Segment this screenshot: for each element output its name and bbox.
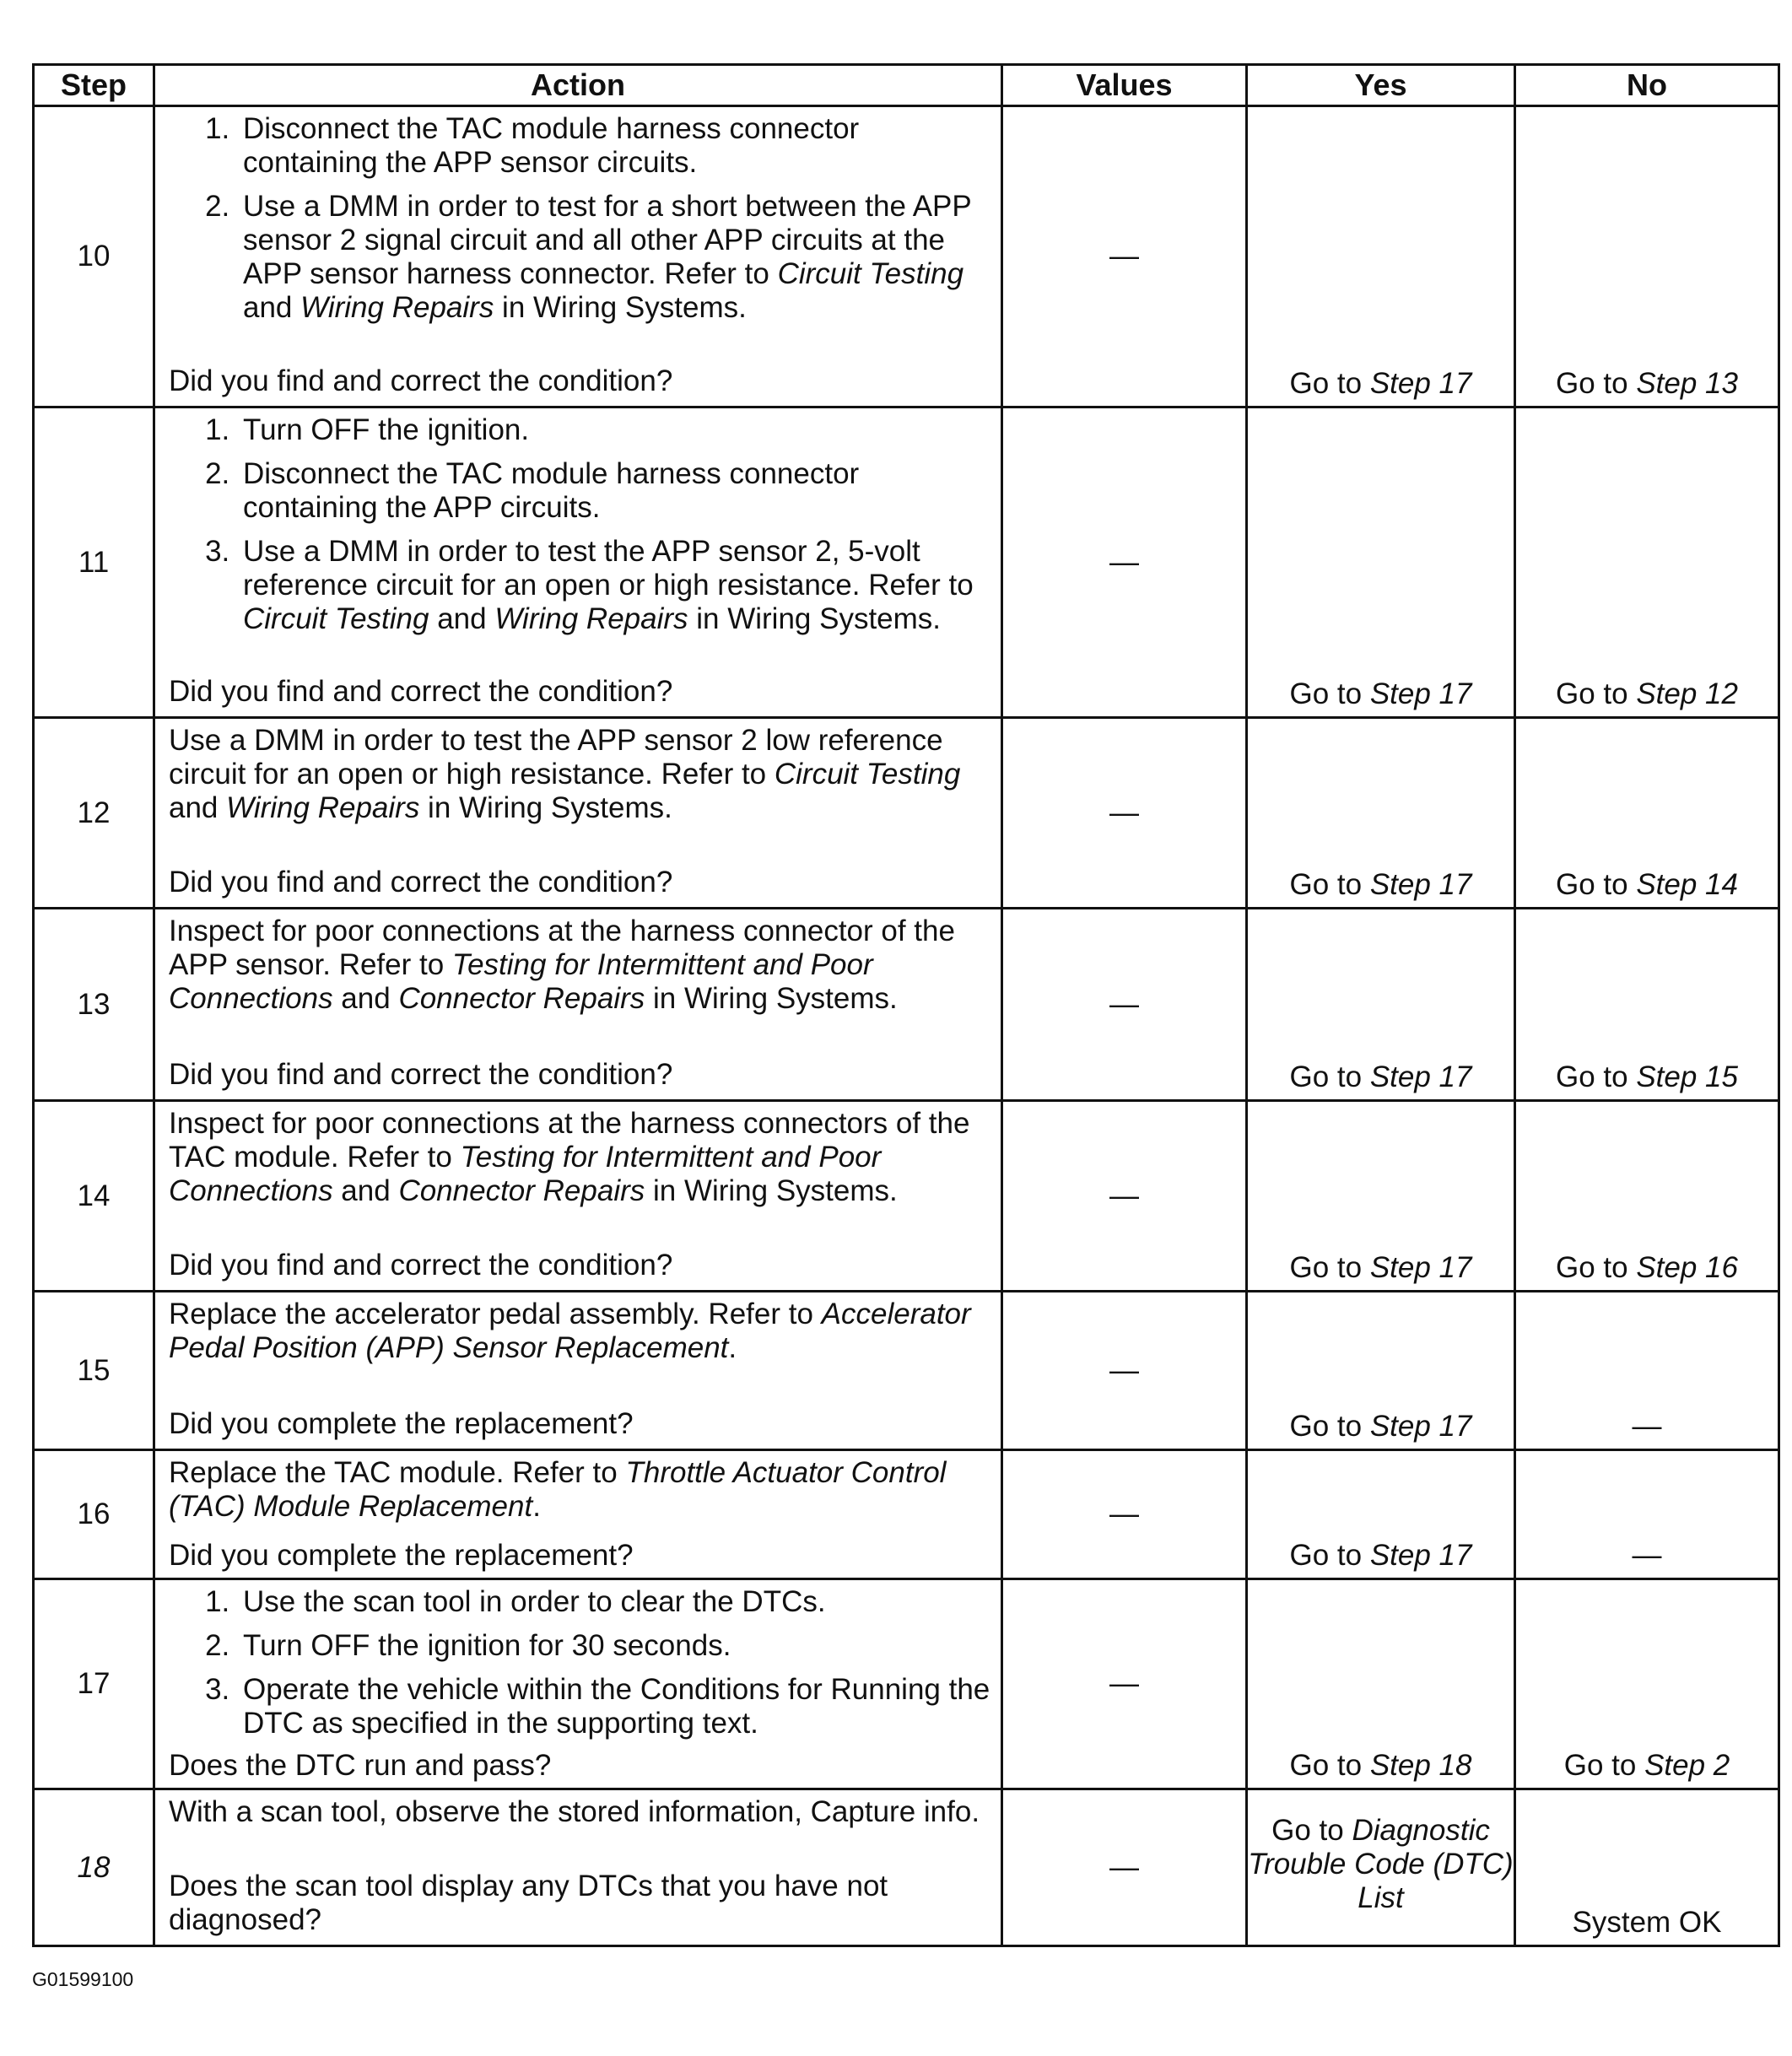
italic-reference: Step 12 bbox=[1636, 677, 1738, 710]
table-row bbox=[34, 1101, 1779, 1292]
action-cell bbox=[154, 909, 1002, 1101]
action-question: Did you find and correct the condition? bbox=[169, 675, 673, 708]
action-instructions bbox=[169, 724, 992, 857]
step-number: 18 bbox=[34, 1789, 154, 1946]
table-row bbox=[34, 909, 1779, 1101]
action-step-list bbox=[169, 112, 992, 325]
values-cell: — bbox=[1002, 1450, 1247, 1579]
action-question: Does the DTC run and pass? bbox=[169, 1749, 552, 1782]
step-number: 14 bbox=[34, 1101, 154, 1292]
yes-result: Go to Step 17 bbox=[1247, 407, 1515, 718]
yes-result: Go to Diagnostic Trouble Code (DTC) List bbox=[1247, 1789, 1515, 1946]
italic-reference: Step 16 bbox=[1636, 1251, 1738, 1284]
values-cell: — bbox=[1002, 909, 1247, 1101]
no-result: Go to Step 14 bbox=[1515, 718, 1779, 909]
no-result: Go to Step 13 bbox=[1515, 106, 1779, 407]
action-cell bbox=[154, 407, 1002, 718]
no-result: Go to Step 16 bbox=[1515, 1101, 1779, 1292]
action-cell bbox=[154, 1789, 1002, 1946]
action-text: Use a DMM in order to test the APP sensor 2 low reference circuit for an open or high resistance. Refer to Circuit Testing and Wiring Repairs in Wiring Systems. bbox=[169, 724, 961, 824]
action-text: Replace the accelerator pedal assembly. Refer to Accelerator Pedal Position (APP) Sensor Replacement. bbox=[169, 1298, 971, 1364]
action-step-item: 2. Turn OFF the ignition for 30 seconds. bbox=[238, 1629, 992, 1663]
table-row bbox=[34, 407, 1779, 718]
step-number: 11 bbox=[34, 407, 154, 718]
italic-reference: Step 17 bbox=[1369, 677, 1472, 710]
italic-reference: Step 14 bbox=[1636, 868, 1738, 901]
action-instructions bbox=[169, 1585, 992, 1740]
table-row bbox=[34, 1579, 1779, 1789]
action-step-list bbox=[169, 413, 992, 636]
italic-reference: Step 15 bbox=[1636, 1060, 1738, 1093]
italic-reference: Step 13 bbox=[1636, 367, 1738, 400]
action-instructions bbox=[169, 1107, 992, 1240]
values-cell: — bbox=[1002, 1579, 1247, 1789]
yes-result: Go to Step 17 bbox=[1247, 718, 1515, 909]
action-cell bbox=[154, 106, 1002, 407]
values-cell: — bbox=[1002, 407, 1247, 718]
step-number: 16 bbox=[34, 1450, 154, 1579]
values-cell: — bbox=[1002, 1292, 1247, 1450]
action-question: Did you complete the replacement? bbox=[169, 1539, 634, 1572]
action-step-item: 1. Disconnect the TAC module harness connector containing the APP sensor circuits. bbox=[238, 112, 992, 180]
action-cell bbox=[154, 718, 1002, 909]
values-cell: — bbox=[1002, 106, 1247, 407]
no-result: Go to Step 2 bbox=[1515, 1579, 1779, 1789]
italic-reference: Step 17 bbox=[1369, 1251, 1472, 1284]
step-number: 12 bbox=[34, 718, 154, 909]
italic-reference: Wiring Repairs bbox=[300, 291, 494, 324]
table-body bbox=[34, 106, 1779, 1946]
action-instructions bbox=[169, 413, 992, 666]
step-number: 10 bbox=[34, 106, 154, 407]
action-instructions bbox=[169, 1795, 992, 1861]
no-result: — bbox=[1515, 1292, 1779, 1450]
table-row bbox=[34, 718, 1779, 909]
action-text: Inspect for poor connections at the harness connectors of the TAC module. Refer to Testing for Intermittent and Poor Connections and Connector Repairs in Wiring Systems. bbox=[169, 1107, 970, 1207]
values-cell: — bbox=[1002, 1789, 1247, 1946]
action-cell bbox=[154, 1101, 1002, 1292]
header-action: Action bbox=[154, 65, 1002, 106]
no-result: System OK bbox=[1515, 1789, 1779, 1946]
no-result: Go to Step 15 bbox=[1515, 909, 1779, 1101]
header-row bbox=[34, 65, 1779, 106]
yes-result: Go to Step 17 bbox=[1247, 909, 1515, 1101]
step-number: 15 bbox=[34, 1292, 154, 1450]
italic-reference: Wiring Repairs bbox=[494, 602, 688, 635]
action-text: With a scan tool, observe the stored information, Capture info. bbox=[169, 1795, 980, 1828]
italic-reference: Wiring Repairs bbox=[226, 791, 420, 824]
yes-result: Go to Step 17 bbox=[1247, 1450, 1515, 1579]
action-cell bbox=[154, 1292, 1002, 1450]
table-row bbox=[34, 1450, 1779, 1579]
action-instructions bbox=[169, 112, 992, 356]
italic-reference: Step 17 bbox=[1369, 1539, 1472, 1572]
table-row bbox=[34, 106, 1779, 407]
yes-result: Go to Step 18 bbox=[1247, 1579, 1515, 1789]
figure-id: G01599100 bbox=[32, 1968, 134, 1990]
no-result: Go to Step 12 bbox=[1515, 407, 1779, 718]
action-instructions bbox=[169, 1298, 992, 1399]
action-cell bbox=[154, 1579, 1002, 1789]
action-step-item: 1. Use the scan tool in order to clear the DTCs. bbox=[238, 1585, 992, 1619]
action-question: Did you find and correct the condition? bbox=[169, 1249, 673, 1282]
italic-reference: Testing for Intermittent and Poor Connections bbox=[169, 1141, 882, 1207]
table-row bbox=[34, 1789, 1779, 1946]
italic-reference: Circuit Testing bbox=[774, 758, 961, 791]
action-question: Did you find and correct the condition? bbox=[169, 866, 673, 898]
header-step: Step bbox=[34, 65, 154, 106]
italic-reference: Connector Repairs bbox=[398, 982, 645, 1015]
no-result: — bbox=[1515, 1450, 1779, 1579]
italic-reference: Testing for Intermittent and Poor Connections bbox=[169, 948, 873, 1015]
italic-reference: Diagnostic Trouble Code (DTC) List bbox=[1248, 1814, 1514, 1914]
italic-reference: Step 17 bbox=[1369, 1410, 1472, 1443]
italic-reference: Circuit Testing bbox=[243, 602, 429, 635]
italic-reference: Step 18 bbox=[1369, 1749, 1472, 1782]
action-text: Replace the TAC module. Refer to Throttle Actuator Control (TAC) Module Replacement. bbox=[169, 1456, 947, 1523]
diagnostic-table bbox=[32, 63, 1780, 1947]
italic-reference: Step 2 bbox=[1644, 1749, 1730, 1782]
italic-reference: Circuit Testing bbox=[777, 257, 964, 290]
italic-reference: Step 17 bbox=[1369, 1060, 1472, 1093]
yes-result: Go to Step 17 bbox=[1247, 1292, 1515, 1450]
header-values: Values bbox=[1002, 65, 1247, 106]
header-yes: Yes bbox=[1247, 65, 1515, 106]
action-instructions bbox=[169, 915, 992, 1050]
action-step-item: 1. Turn OFF the ignition. bbox=[238, 413, 992, 447]
step-number: 13 bbox=[34, 909, 154, 1101]
header-no: No bbox=[1515, 65, 1779, 106]
yes-result: Go to Step 17 bbox=[1247, 106, 1515, 407]
action-step-item: 2. Use a DMM in order to test for a short between the APP sensor 2 signal circuit and all other APP circuits at the APP sensor harness connector. Refer to Circuit Testing and Wiring Repairs in Wiring Systems. bbox=[238, 190, 992, 325]
italic-reference: Throttle Actuator Control (TAC) Module Replacement bbox=[169, 1456, 947, 1523]
action-instructions bbox=[169, 1456, 992, 1530]
action-step-item: 2. Disconnect the TAC module harness connector containing the APP circuits. bbox=[238, 457, 992, 525]
italic-reference: Step 17 bbox=[1369, 868, 1472, 901]
action-question: Did you find and correct the condition? bbox=[169, 1058, 673, 1091]
italic-reference: Accelerator Pedal Position (APP) Sensor Replacement bbox=[169, 1298, 971, 1364]
action-step-item: 3. Use a DMM in order to test the APP sensor 2, 5-volt reference circuit for an open or high resistance. Refer to Circuit Testing and Wiring Repairs in Wiring Systems. bbox=[238, 535, 992, 636]
italic-reference: Connector Repairs bbox=[398, 1174, 645, 1207]
action-question: Did you find and correct the condition? bbox=[169, 364, 673, 397]
table-row bbox=[34, 1292, 1779, 1450]
action-text: Inspect for poor connections at the harness connector of the APP sensor. Refer to Testing for Intermittent and Poor Connections and Connector Repairs in Wiring Systems. bbox=[169, 915, 955, 1015]
yes-result: Go to Step 17 bbox=[1247, 1101, 1515, 1292]
action-question: Did you complete the replacement? bbox=[169, 1407, 634, 1440]
values-cell: — bbox=[1002, 718, 1247, 909]
action-question: Does the scan tool display any DTCs that you have not diagnosed? bbox=[169, 1870, 888, 1936]
step-number: 17 bbox=[34, 1579, 154, 1789]
action-cell bbox=[154, 1450, 1002, 1579]
values-cell: — bbox=[1002, 1101, 1247, 1292]
italic-reference: Step 17 bbox=[1369, 367, 1472, 400]
action-step-item: 3. Operate the vehicle within the Conditions for Running the DTC as specified in the supporting text. bbox=[238, 1673, 992, 1740]
action-step-list bbox=[169, 1585, 992, 1740]
